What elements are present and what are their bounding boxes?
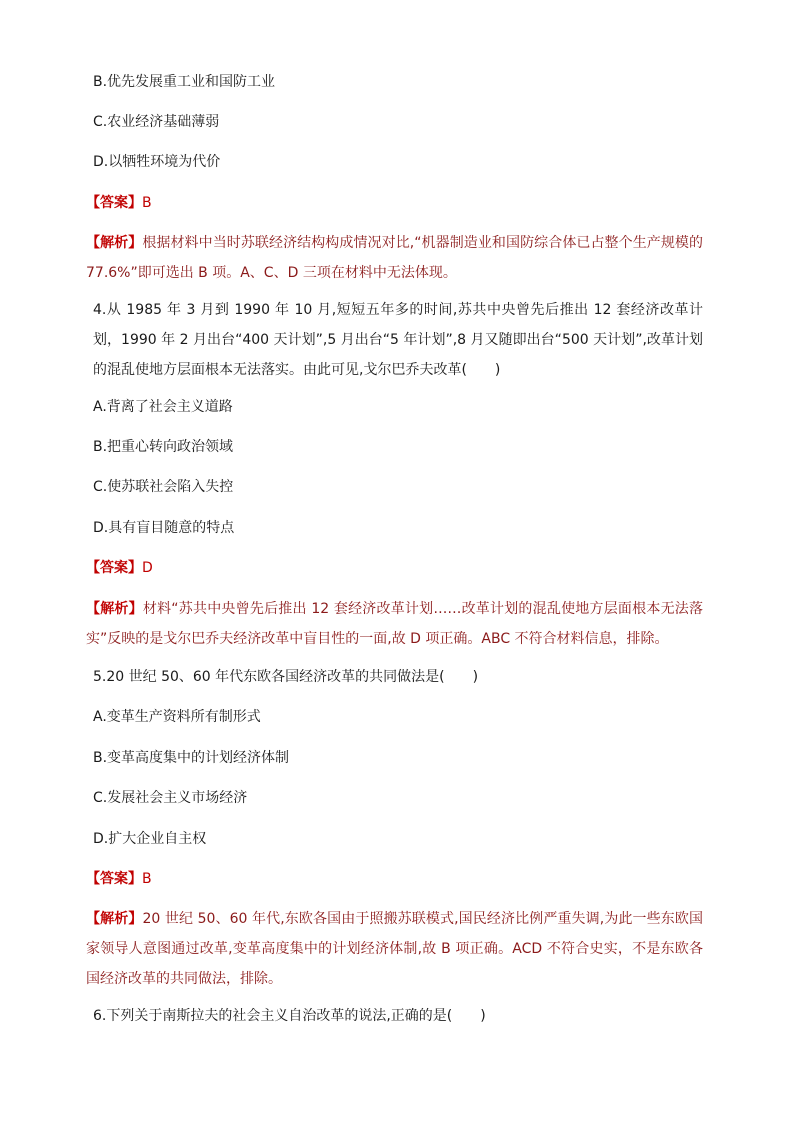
q5-stem: 5.20 世纪 50、60 年代东欧各国经济改革的共同做法是( ): [93, 669, 479, 685]
q5-option-b: B.变革高度集中的计划经济体制: [93, 750, 290, 766]
analysis-label: 【解析】: [86, 235, 143, 251]
q4-option-d: D.具有盲目随意的特点: [93, 520, 235, 536]
answer-label: 【答案】: [86, 560, 142, 576]
q4-analysis: [86, 594, 703, 654]
q6-stem: 6.下列关于南斯拉夫的社会主义自治改革的说法,正确的是( ): [93, 1008, 486, 1024]
q4-stem: 4.从 1985 年 3 月到 1990 年 10 月,短短五年多的时间,苏共中央曾先后推出 12 套经济改革计划，1990 年 2 月出台“400 天计划”,5 月出台“5 年计划”,8 月又随即出台“500 天计划”,改革计划的混乱使地方层面根本无法落实。由此可见,戈尔巴乔夫改革( ): [93, 302, 703, 378]
q4-option-c: C.使苏联社会陷入失控: [93, 479, 234, 495]
analysis-text: 20 世纪 50、60 年代,东欧各国由于照搬苏联模式,国民经济比例严重失调,为此一些东欧国家领导人意图通过改革,变革高度集中的计划经济体制,故 B 项正确。ACD 不符合史实，不是东欧各国经济改革的共同做法，排除。: [86, 911, 703, 987]
analysis-text: 材料“苏共中央曾先后推出 12 套经济改革计划……改革计划的混乱使地方层面根本无法落实”反映的是戈尔巴乔夫经济改革中盲目性的一面,故 D 项正确。ABC 不符合材料信息，排除。: [86, 601, 704, 647]
answer-value: B: [142, 195, 152, 211]
q5-answer: [86, 869, 152, 889]
q5-analysis: [86, 904, 703, 994]
analysis-label: 【解析】: [86, 601, 143, 617]
q5-option-c: C.发展社会主义市场经济: [93, 790, 248, 806]
answer-value: B: [142, 871, 152, 887]
answer-label: 【答案】: [86, 871, 142, 887]
analysis-text: 根据材料中当时苏联经济结构构成情况对比,“机器制造业和国防综合体已占整个生产规模的77.6%”即可选出 B 项。A、C、D 三项在材料中无法体现。: [86, 235, 704, 281]
q3-analysis: [86, 228, 703, 288]
q5-option-a: A.变革生产资料所有制形式: [93, 709, 261, 725]
q3-option-b: B.优先发展重工业和国防工业: [93, 74, 276, 90]
q3-option-d: D.以牺牲环境为代价: [93, 154, 221, 170]
q5-option-d: D.扩大企业自主权: [93, 831, 207, 847]
answer-label: 【答案】: [86, 195, 142, 211]
q3-answer: [86, 193, 152, 213]
answer-value: D: [142, 560, 153, 576]
q4-answer: [86, 558, 153, 578]
q3-option-c: C.农业经济基础薄弱: [93, 114, 220, 130]
q4-option-a: A.背离了社会主义道路: [93, 399, 233, 415]
q4-option-b: B.把重心转向政治领域: [93, 439, 234, 455]
analysis-label: 【解析】: [86, 911, 143, 927]
